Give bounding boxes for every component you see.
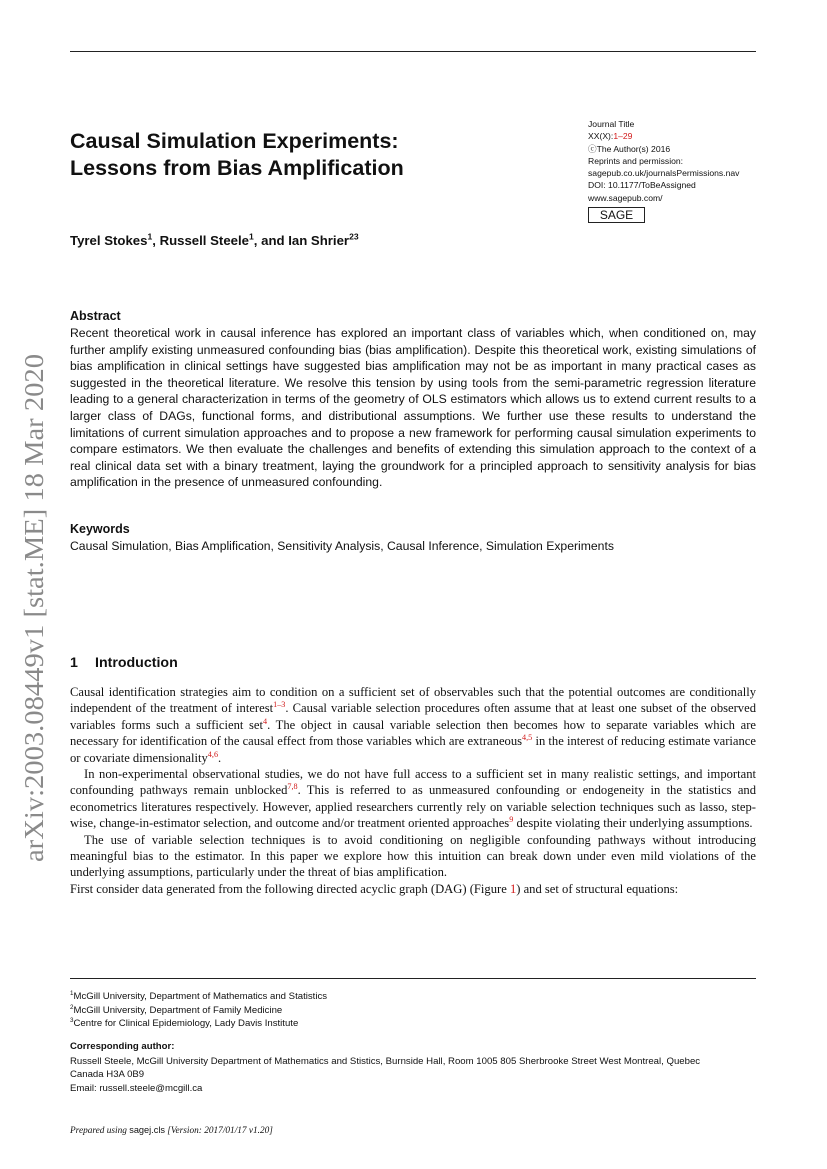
author-affiliation: 1	[147, 231, 153, 242]
author-affiliation: 23	[349, 231, 359, 242]
citation-link[interactable]: 4	[263, 716, 268, 726]
author-affiliation: 1	[249, 231, 254, 242]
paragraph: The use of variable selection techniques is to avoid conditioning on negligible confounding pathways without introducing meaningful bias to the estimator. In this paper we explore how this intuition can break down under even mild violations of the underlying assumptions, particularly under the threat of bias amplification.	[70, 832, 756, 880]
introduction-body	[70, 684, 756, 897]
abstract-heading: Abstract	[70, 309, 121, 323]
citation-link[interactable]: 4,6	[207, 749, 219, 759]
section-heading-introduction	[70, 655, 178, 671]
corresponding-email[interactable]: Email: russell.steele@mcgill.ca	[70, 1082, 203, 1094]
paper-title	[70, 128, 510, 182]
citation-link[interactable]: 7,8	[287, 782, 298, 792]
corresponding-author-heading: Corresponding author:	[70, 1041, 175, 1052]
section-title: Introduction	[95, 655, 178, 671]
journal-volume: XX(X):1–29	[588, 131, 633, 142]
class-file-name: sagej.cls	[129, 1125, 165, 1135]
footnote: $^3$Centre for Clinical Epidemiology, Lady Davis Institute	[70, 1016, 299, 1029]
paragraph: In non-experimental observational studies, we do not have full access to a sufficient set in many realistic settings, and important confounding pathways remain unblocked$^{7,8}$. This is referred to as unmeasured confounding or endogeneity in the statistics and econometrics literatures respectively. However, applied researchers currently rely on variable selection techniques such as lasso, step-wise, change-in-estimator selection, and outcome and/or treatment oriented approaches$^9$ despite violating their underlying assumptions.	[70, 767, 757, 831]
footnote: $^1$McGill University, Department of Mathematics and Statistics	[70, 989, 328, 1002]
paragraph: Causal identification strategies aim to condition on a sufficient set of observables such that the potential outcomes are conditionally independent of the treatment of interest$^{1-3}$. Causal variable selection procedures often assume that at least one subset of the observed variables forms such a sufficient set$^4$. The object in causal variable selection then becomes how to separate variables which are necessary for identification of the causal effect from those variables which are extraneous$^{4,5}$ in the interest of reducing estimate variance or covariate dimensionality$^{4,6}$.	[70, 685, 756, 765]
doi: DOI: 10.1177/ToBeAssigned	[588, 180, 696, 191]
corresponding-address: Russell Steele, McGill University Department of Mathematics and Stistics, Burnside Hall, Room 1005 805 Sherbrooke Street West Montreal, Quebec	[70, 1056, 701, 1067]
figure-link[interactable]: 1	[509, 881, 517, 896]
copyright: ⓒThe Author(s) 2016	[588, 143, 671, 154]
volume-pages-link[interactable]: 1–29	[613, 131, 633, 142]
abstract-text: Recent theoretical work in causal inference has explored an important class of variables which, when conditioned on, may further amplify existing unmeasured confounding bias (bias amplification). Despite this theoretical work, existing simulations of bias amplification in clinical settings have suggested bias amplification may not be as important in many practical cases as suggested in the theoretical literature. We resolve this tension by using tools from the semi-parametric regression literature leading to a general characterization in terms of the geometry of OLS estimators which allows us to extend current results to a larger class of DAGs, functional forms, and distributional assumptions. We further use these results to understand the limitations of current simulation approaches and to propose a new framework for performing causal simulation experiments to compare estimators. We then evaluate the challenges and benefits of extending this simulation approach to the context of a real clinical data set with a binary treatment, laying the groundwork for a principled approach to sensitivity analysis for bias amplification in the presence of unmeasured confounding.	[70, 326, 756, 490]
keywords-heading: Keywords	[70, 522, 130, 536]
corresponding-author-details	[70, 1055, 770, 1095]
reprints-label: Reprints and permission:	[588, 155, 684, 166]
arxiv-watermark	[14, 352, 50, 862]
citation-link[interactable]: 9	[509, 815, 514, 825]
paragraph: First consider data generated from the following directed acyclic graph (DAG) (Figure 1) and set of structural equations:	[70, 881, 679, 896]
section-number: 1	[70, 655, 78, 671]
top-rule	[70, 51, 756, 52]
title-line-2: Lessons from Bias Amplification	[70, 156, 404, 180]
author-name: Russell Steele	[159, 233, 249, 248]
citation-link[interactable]: 4,5	[522, 733, 533, 743]
journal-title: Journal Title	[588, 119, 635, 129]
footnote: $^2$McGill University, Department of Family Medicine	[70, 1003, 283, 1016]
footnote-rule	[70, 978, 756, 979]
arxiv-id-text[interactable]: arXiv:2003.08449v1 [stat.ME] 18 Mar 2020	[18, 373, 49, 862]
keywords-text: Causal Simulation, Bias Amplification, Sensitivity Analysis, Causal Inference, Simulation Experiments	[70, 539, 614, 553]
website: www.sagepub.com/	[588, 192, 663, 203]
author-name: Ian Shrier	[288, 233, 350, 248]
sage-logo-box: SAGE	[588, 207, 645, 223]
author-name: Tyrel Stokes	[70, 233, 148, 248]
author-list: Tyrel Stokes$^1$, Russell Steele$^1$, and Ian Shrier$^{23}$	[70, 231, 359, 248]
corresponding-address-postal: Canada H3A 0B9	[70, 1069, 145, 1081]
reprints-url: sagepub.co.uk/journalsPermissions.nav	[588, 168, 740, 179]
affiliation-footnotes	[70, 990, 327, 1031]
journal-info	[588, 118, 739, 223]
title-line-1: Causal Simulation Experiments:	[70, 129, 399, 153]
citation-link[interactable]: 1–3	[273, 700, 286, 710]
prepared-using-footer: Prepared using sagej.cls [Version: 2017/01/17 v1.20]	[70, 1125, 273, 1136]
